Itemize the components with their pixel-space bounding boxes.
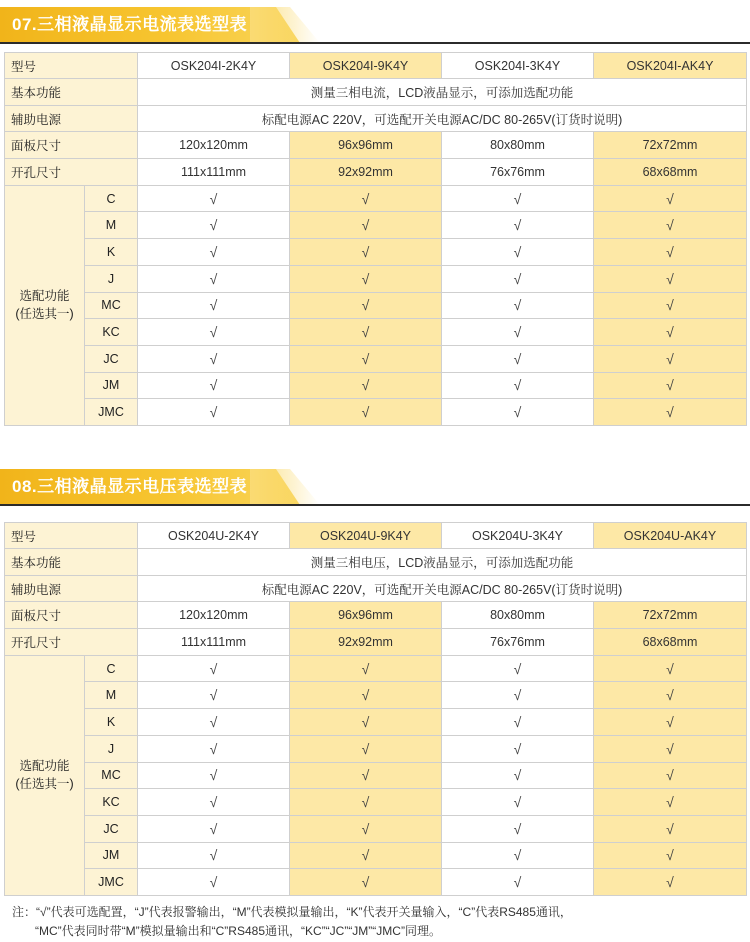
option-code: M xyxy=(85,212,138,239)
check-mark-icon: √ xyxy=(361,404,370,421)
footnote xyxy=(12,903,742,941)
check-mark-icon: √ xyxy=(209,404,218,421)
banner-fade xyxy=(250,7,320,43)
option-cell xyxy=(442,372,594,399)
option-cell xyxy=(138,239,290,266)
section-current-meter xyxy=(0,7,750,43)
cutout-size-value: 68x68mm xyxy=(594,159,747,186)
check-mark-icon: √ xyxy=(513,270,522,287)
option-cell xyxy=(594,709,747,736)
option-cell xyxy=(138,399,290,426)
check-mark-icon: √ xyxy=(666,820,674,837)
option-code: M xyxy=(85,682,138,709)
option-cell xyxy=(594,372,747,399)
check-mark-icon: √ xyxy=(209,767,218,784)
cutout-size-value: 111x111mm xyxy=(138,629,290,656)
option-cell xyxy=(594,239,747,266)
basic-function-value: 测量三相电流，LCD液晶显示，可添加选配功能 xyxy=(138,79,747,106)
check-mark-icon: √ xyxy=(209,217,218,234)
row-option xyxy=(5,185,747,212)
check-mark-icon: √ xyxy=(513,350,522,367)
banner-rule xyxy=(0,504,750,506)
check-mark-icon: √ xyxy=(666,847,674,864)
option-cell xyxy=(138,682,290,709)
check-mark-icon: √ xyxy=(361,217,370,234)
check-mark-icon: √ xyxy=(513,820,522,837)
option-code: JC xyxy=(85,815,138,842)
model-name: OSK204U-3K4Y xyxy=(442,523,594,549)
row-option xyxy=(5,265,747,292)
check-mark-icon: √ xyxy=(209,713,218,730)
row-label-panel: 面板尺寸 xyxy=(5,132,138,159)
check-mark-icon: √ xyxy=(666,350,674,367)
option-code: JM xyxy=(85,372,138,399)
option-cell xyxy=(594,292,747,319)
section-banner xyxy=(0,7,750,43)
panel-size-value: 80x80mm xyxy=(442,132,594,159)
check-mark-icon: √ xyxy=(666,217,674,234)
row-option xyxy=(5,735,747,762)
cutout-size-value: 68x68mm xyxy=(594,629,747,656)
check-mark-icon: √ xyxy=(666,270,674,287)
option-cell xyxy=(138,185,290,212)
option-code: J xyxy=(85,735,138,762)
option-cell xyxy=(290,345,442,372)
option-cell xyxy=(594,869,747,896)
option-cell xyxy=(138,292,290,319)
option-cell xyxy=(442,265,594,292)
check-mark-icon: √ xyxy=(666,713,674,730)
row-option xyxy=(5,212,747,239)
check-mark-icon: √ xyxy=(513,297,522,314)
option-cell xyxy=(290,292,442,319)
check-mark-icon: √ xyxy=(361,297,370,314)
row-option xyxy=(5,762,747,789)
option-cell xyxy=(290,265,442,292)
option-cell xyxy=(290,185,442,212)
check-mark-icon: √ xyxy=(513,687,522,704)
option-cell xyxy=(594,265,747,292)
options-group-label xyxy=(5,185,85,425)
option-cell xyxy=(442,682,594,709)
check-mark-icon: √ xyxy=(209,874,218,891)
check-mark-icon: √ xyxy=(513,847,522,864)
check-mark-icon: √ xyxy=(666,767,674,784)
check-mark-icon: √ xyxy=(666,243,674,260)
check-mark-icon: √ xyxy=(666,660,674,677)
check-mark-icon: √ xyxy=(513,740,522,757)
footnote-line-1: 注：“√”代表可选配置，“J”代表报警输出，“M”代表模拟量输出，“K”代表开关量输入，“C”代表RS485通讯， xyxy=(12,905,572,919)
check-mark-icon: √ xyxy=(513,713,522,730)
section-banner xyxy=(0,469,750,505)
option-cell xyxy=(442,239,594,266)
check-mark-icon: √ xyxy=(361,660,370,677)
option-cell xyxy=(290,869,442,896)
model-name: OSK204U-2K4Y xyxy=(138,523,290,549)
panel-size-value: 72x72mm xyxy=(594,132,747,159)
option-cell xyxy=(138,372,290,399)
check-mark-icon: √ xyxy=(513,660,522,677)
check-mark-icon: √ xyxy=(513,190,522,207)
option-cell xyxy=(138,815,290,842)
option-cell xyxy=(442,319,594,346)
aux-power-value: 标配电源AC 220V，可选配开关电源AC/DC 80-265V(订货时说明) xyxy=(138,105,747,132)
panel-size-value: 72x72mm xyxy=(594,602,747,629)
check-mark-icon: √ xyxy=(513,404,522,421)
option-code: KC xyxy=(85,789,138,816)
option-cell xyxy=(594,655,747,682)
option-cell xyxy=(442,655,594,682)
options-group-line-1: 选配功能 xyxy=(19,289,70,304)
row-option xyxy=(5,709,747,736)
option-cell xyxy=(290,842,442,869)
check-mark-icon: √ xyxy=(209,243,218,260)
aux-power-value: 标配电源AC 220V，可选配开关电源AC/DC 80-265V(订货时说明) xyxy=(138,575,747,602)
option-cell xyxy=(290,709,442,736)
model-name: OSK204I-AK4Y xyxy=(594,53,747,79)
check-mark-icon: √ xyxy=(361,767,370,784)
option-cell xyxy=(594,762,747,789)
cutout-size-value: 111x111mm xyxy=(138,159,290,186)
panel-size-value: 96x96mm xyxy=(290,602,442,629)
option-cell xyxy=(138,319,290,346)
option-cell xyxy=(138,762,290,789)
check-mark-icon: √ xyxy=(209,660,218,677)
row-option xyxy=(5,682,747,709)
check-mark-icon: √ xyxy=(666,190,674,207)
option-cell xyxy=(594,345,747,372)
option-cell xyxy=(594,682,747,709)
panel-size-value: 120x120mm xyxy=(138,132,290,159)
row-model xyxy=(5,53,747,79)
check-mark-icon: √ xyxy=(666,740,674,757)
panel-size-value: 96x96mm xyxy=(290,132,442,159)
row-label-aux: 辅助电源 xyxy=(5,105,138,132)
model-name: OSK204I-3K4Y xyxy=(442,53,594,79)
panel-size-value: 120x120mm xyxy=(138,602,290,629)
spec-table-current xyxy=(4,52,747,426)
options-group-label xyxy=(5,655,85,895)
check-mark-icon: √ xyxy=(666,404,674,421)
option-code: JMC xyxy=(85,869,138,896)
option-cell xyxy=(290,762,442,789)
banner-rule xyxy=(0,42,750,44)
option-cell xyxy=(290,239,442,266)
option-cell xyxy=(138,655,290,682)
check-mark-icon: √ xyxy=(361,820,370,837)
check-mark-icon: √ xyxy=(209,377,218,394)
model-name: OSK204U-9K4Y xyxy=(290,523,442,549)
option-cell xyxy=(594,789,747,816)
option-cell xyxy=(442,842,594,869)
row-cutout-size xyxy=(5,629,747,656)
check-mark-icon: √ xyxy=(209,324,218,341)
check-mark-icon: √ xyxy=(361,713,370,730)
row-option xyxy=(5,815,747,842)
check-mark-icon: √ xyxy=(666,324,674,341)
row-option xyxy=(5,319,747,346)
option-cell xyxy=(290,682,442,709)
row-basic-function xyxy=(5,549,747,576)
row-label-basic: 基本功能 xyxy=(5,79,138,106)
option-cell xyxy=(290,789,442,816)
option-cell xyxy=(442,185,594,212)
option-cell xyxy=(442,709,594,736)
spec-table-voltage xyxy=(4,522,747,896)
option-code: C xyxy=(85,655,138,682)
option-code: MC xyxy=(85,292,138,319)
row-label-basic: 基本功能 xyxy=(5,549,138,576)
check-mark-icon: √ xyxy=(513,794,522,811)
check-mark-icon: √ xyxy=(513,874,522,891)
option-code: MC xyxy=(85,762,138,789)
footnote-line-2: “MC”代表同时带“M”模拟量输出和“C”RS485通讯，“KC”“JC”“JM”“JMC”同理。 xyxy=(35,924,441,938)
model-name: OSK204I-2K4Y xyxy=(138,53,290,79)
check-mark-icon: √ xyxy=(361,874,370,891)
cutout-size-value: 76x76mm xyxy=(442,629,594,656)
option-code: KC xyxy=(85,319,138,346)
options-group-line-2: (任选其一) xyxy=(15,777,74,792)
option-cell xyxy=(138,212,290,239)
check-mark-icon: √ xyxy=(209,270,218,287)
row-basic-function xyxy=(5,79,747,106)
check-mark-icon: √ xyxy=(361,687,370,704)
check-mark-icon: √ xyxy=(513,767,522,784)
row-option xyxy=(5,292,747,319)
option-cell xyxy=(594,842,747,869)
option-cell xyxy=(138,869,290,896)
option-cell xyxy=(290,319,442,346)
option-cell xyxy=(442,735,594,762)
cutout-size-value: 92x92mm xyxy=(290,629,442,656)
options-group-line-2: (任选其一) xyxy=(15,307,74,322)
row-label-cutout: 开孔尺寸 xyxy=(5,159,138,186)
row-option xyxy=(5,399,747,426)
option-cell xyxy=(290,815,442,842)
row-label-model: 型号 xyxy=(5,523,138,549)
option-code: J xyxy=(85,265,138,292)
row-aux-power xyxy=(5,575,747,602)
check-mark-icon: √ xyxy=(209,190,218,207)
basic-function-value: 测量三相电压，LCD液晶显示，可添加选配功能 xyxy=(138,549,747,576)
option-code: JM xyxy=(85,842,138,869)
option-cell xyxy=(442,292,594,319)
options-group-line-1: 选配功能 xyxy=(19,759,70,774)
row-option xyxy=(5,842,747,869)
option-code: JC xyxy=(85,345,138,372)
option-cell xyxy=(594,185,747,212)
option-code: K xyxy=(85,239,138,266)
check-mark-icon: √ xyxy=(209,847,218,864)
check-mark-icon: √ xyxy=(361,847,370,864)
section-title: 08.三相液晶显示电压表选型表 xyxy=(12,477,248,496)
row-cutout-size xyxy=(5,159,747,186)
cutout-size-value: 92x92mm xyxy=(290,159,442,186)
option-cell xyxy=(442,815,594,842)
option-cell xyxy=(594,212,747,239)
row-option xyxy=(5,372,747,399)
row-panel-size xyxy=(5,602,747,629)
check-mark-icon: √ xyxy=(361,350,370,367)
row-panel-size xyxy=(5,132,747,159)
row-label-panel: 面板尺寸 xyxy=(5,602,138,629)
panel-size-value: 80x80mm xyxy=(442,602,594,629)
option-cell xyxy=(594,399,747,426)
option-cell xyxy=(442,212,594,239)
option-cell xyxy=(138,345,290,372)
option-cell xyxy=(138,789,290,816)
option-cell xyxy=(290,212,442,239)
check-mark-icon: √ xyxy=(513,217,522,234)
option-code: C xyxy=(85,185,138,212)
row-option xyxy=(5,345,747,372)
row-option xyxy=(5,655,747,682)
row-label-aux: 辅助电源 xyxy=(5,575,138,602)
check-mark-icon: √ xyxy=(666,687,674,704)
row-aux-power xyxy=(5,105,747,132)
option-cell xyxy=(442,399,594,426)
option-cell xyxy=(290,655,442,682)
banner-fade xyxy=(250,469,320,505)
row-label-model: 型号 xyxy=(5,53,138,79)
option-cell xyxy=(442,762,594,789)
check-mark-icon: √ xyxy=(666,794,674,811)
option-cell xyxy=(290,735,442,762)
row-option xyxy=(5,869,747,896)
option-cell xyxy=(138,265,290,292)
check-mark-icon: √ xyxy=(209,350,218,367)
check-mark-icon: √ xyxy=(361,324,370,341)
check-mark-icon: √ xyxy=(361,270,370,287)
check-mark-icon: √ xyxy=(209,687,218,704)
check-mark-icon: √ xyxy=(666,297,674,314)
check-mark-icon: √ xyxy=(361,740,370,757)
row-label-cutout: 开孔尺寸 xyxy=(5,629,138,656)
option-cell xyxy=(594,319,747,346)
check-mark-icon: √ xyxy=(209,740,218,757)
check-mark-icon: √ xyxy=(361,190,370,207)
model-name: OSK204I-9K4Y xyxy=(290,53,442,79)
check-mark-icon: √ xyxy=(209,297,218,314)
section-voltage-meter xyxy=(0,469,750,505)
option-cell xyxy=(442,789,594,816)
option-code: K xyxy=(85,709,138,736)
check-mark-icon: √ xyxy=(513,324,522,341)
option-cell xyxy=(442,345,594,372)
option-cell xyxy=(290,399,442,426)
option-cell xyxy=(138,842,290,869)
check-mark-icon: √ xyxy=(209,794,218,811)
section-title: 07.三相液晶显示电流表选型表 xyxy=(12,15,248,34)
option-code: JMC xyxy=(85,399,138,426)
check-mark-icon: √ xyxy=(209,820,218,837)
option-cell xyxy=(442,869,594,896)
option-cell xyxy=(290,372,442,399)
option-cell xyxy=(594,815,747,842)
option-cell xyxy=(138,709,290,736)
model-name: OSK204U-AK4Y xyxy=(594,523,747,549)
row-model xyxy=(5,523,747,549)
option-cell xyxy=(138,735,290,762)
check-mark-icon: √ xyxy=(513,243,522,260)
row-option xyxy=(5,789,747,816)
row-option xyxy=(5,239,747,266)
check-mark-icon: √ xyxy=(666,377,674,394)
check-mark-icon: √ xyxy=(361,377,370,394)
check-mark-icon: √ xyxy=(666,874,674,891)
check-mark-icon: √ xyxy=(361,243,370,260)
check-mark-icon: √ xyxy=(513,377,522,394)
cutout-size-value: 76x76mm xyxy=(442,159,594,186)
check-mark-icon: √ xyxy=(361,794,370,811)
option-cell xyxy=(594,735,747,762)
